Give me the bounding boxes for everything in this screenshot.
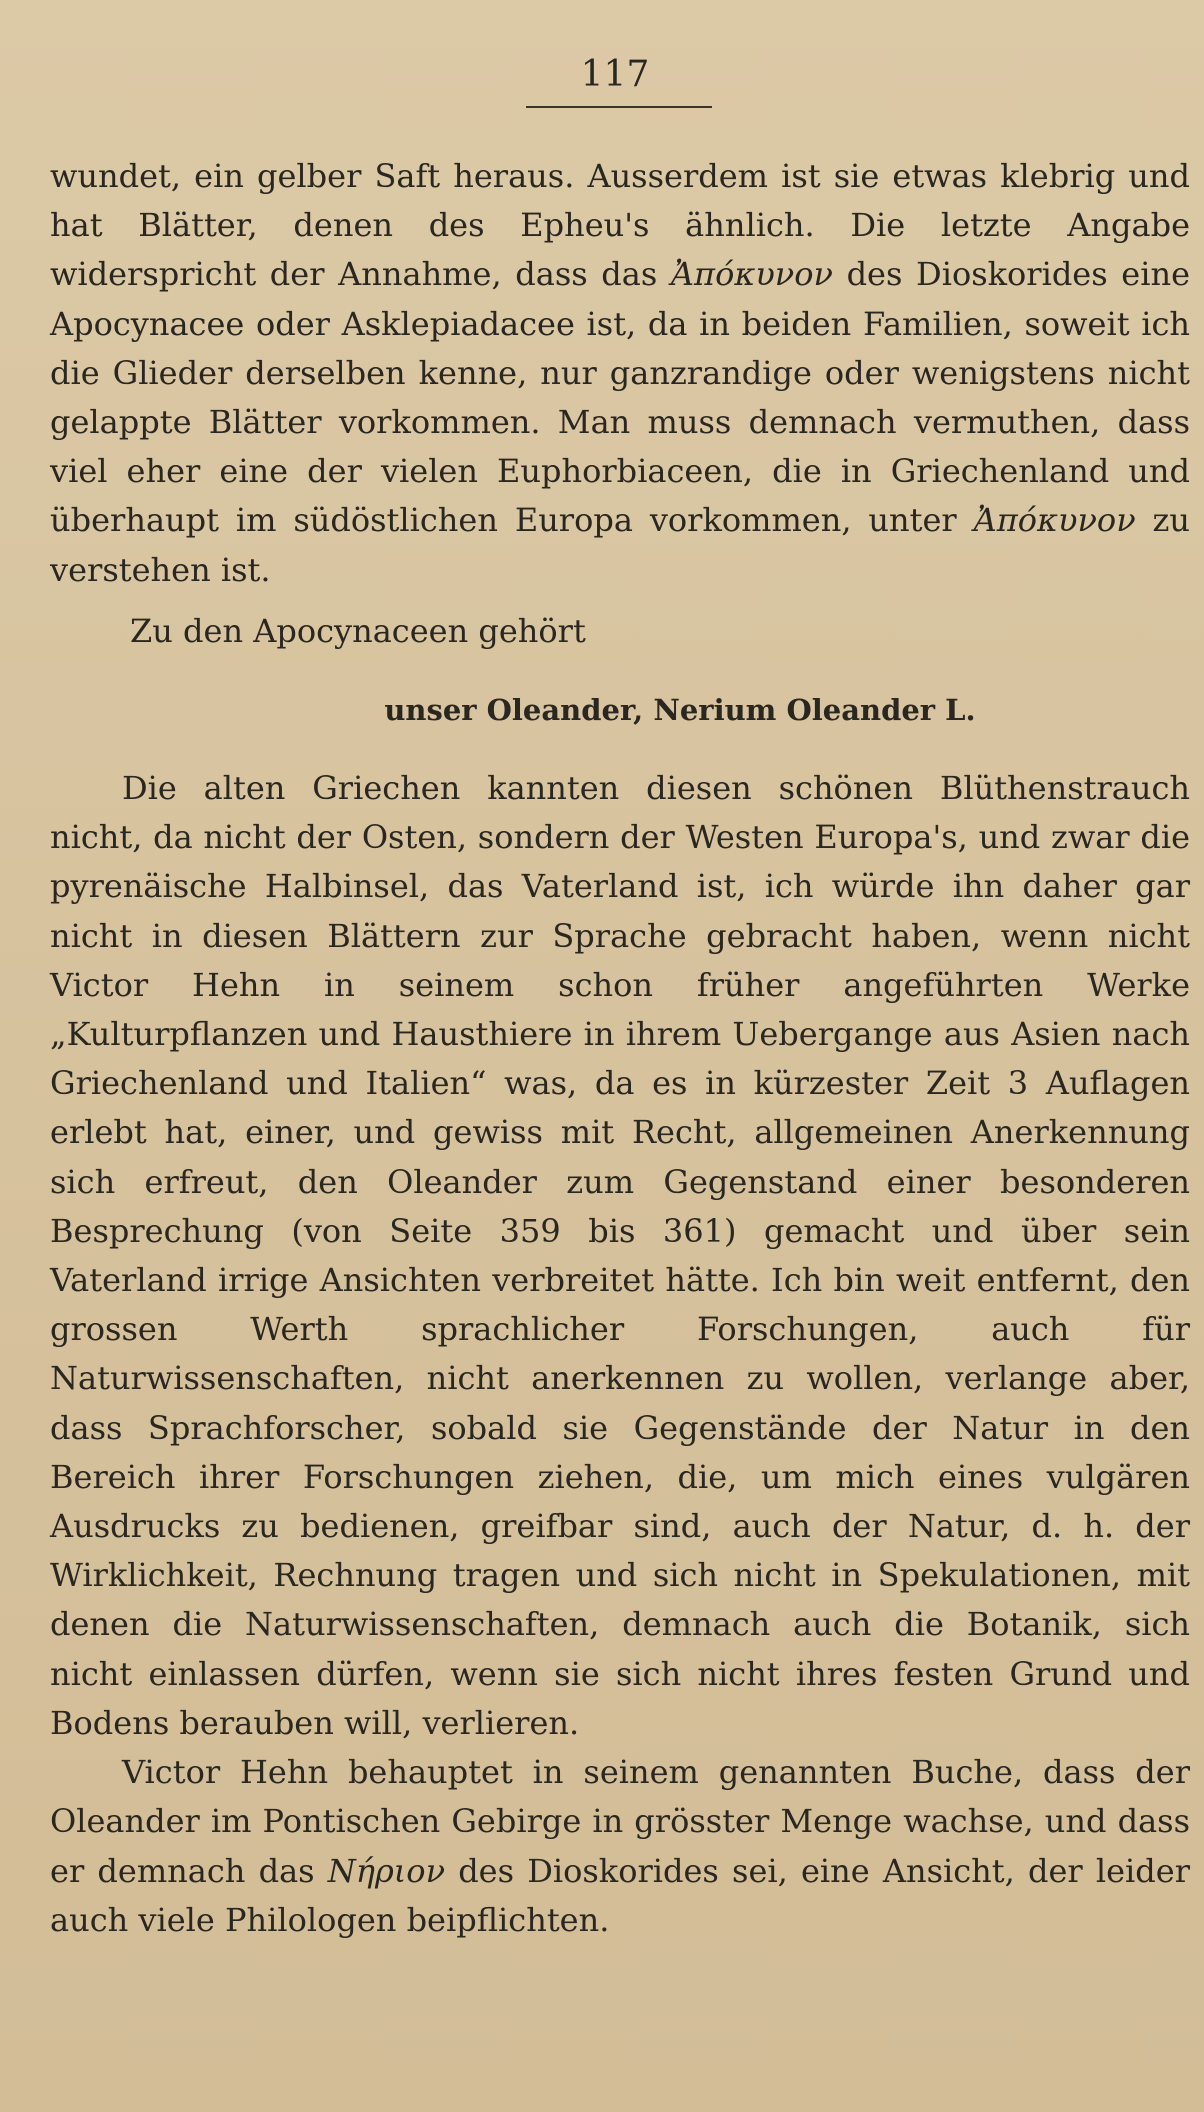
body-text (50, 152, 1190, 1945)
paragraph-continuation: wundet, ein gelber Saft heraus. Ausserdem ist sie etwas klebrig und hat Blätter, denen des Epheu's ähnlich. Die letzte Angabe widerspricht der Annahme, dass das Ἀπόκυνον des Dioskorides eine Apocynacee oder Asklepiadacee ist, da in beiden Familien, soweit ich die Glieder derselben kenne, nur ganzrandige oder wenigstens nicht gelappte Blätter vorkommen. Man muss demnach vermuthen, dass viel eher eine der vielen Euphorbiaceen, die in Griechenland und überhaupt im südöstlichen Europa vorkommen, unter Ἀπόκυνον zu verstehen ist. (50, 157, 1191, 589)
paragraph-oleander: Die alten Griechen kannten diesen schönen Blüthenstrauch nicht, da nicht der Osten, sondern der Westen Europa's, und zwar die pyrenäische Halbinsel, das Vaterland ist, ich würde ihn daher gar nicht in diesen Blättern zur Sprache gebracht haben, wenn nicht Victor Hehn in seinem schon früher angeführten Werke „Kulturpflanzen und Hausthiere in ihrem Uebergange aus Asien nach Griechenland und Italien“ was, da es in kürzester Zeit 3 Auflagen erlebt hat, einer, und gewiss mit Recht, allgemeinen Anerkennung sich erfreut, den Oleander zum Gegenstand einer besonderen Besprechung (von Seite 359 bis 361) gemacht und über sein Vaterland irrige Ansichten verbreitet hätte. Ich bin weit entfernt, den grossen Werth sprachlicher Forschungen, auch für Naturwissenschaften, nicht anerkennen zu wollen, verlange aber, dass Sprachforscher, sobald sie Gegenstände der Natur in den Bereich ihrer Forschungen ziehen, die, um mich eines vulgären Ausdrucks zu bedienen, greifbar sind, auch der Natur, d. h. der Wirklichkeit, Rechnung tragen und sich nicht in Spekulationen, mit denen die Naturwissenschaften, demnach auch die Botanik, sich nicht einlassen dürfen, wenn sie sich nicht ihres festen Grund und Bodens berauben will, verlieren. (50, 769, 1190, 1742)
paragraph-hehn: Victor Hehn behauptet in seinem genannten Buche, dass der Oleander im Pontischen Gebirge in grösster Menge wachse, und dass er demnach das Νήριον des Dioskorides sei, eine Ansicht, der leider auch viele Philologen beipflichten. (50, 1753, 1191, 1939)
greek-term: Νήριον (327, 1851, 446, 1890)
paragraph-intro: Zu den Apocynaceen gehört (130, 611, 586, 650)
page-number: 117 (580, 54, 650, 95)
section-heading: unser Oleander, Nerium Oleander L. (384, 693, 976, 728)
page-number-rule (526, 106, 712, 108)
greek-term: Ἀπόκυνον (670, 255, 833, 294)
greek-term: Ἀπόκυνον (973, 501, 1136, 540)
